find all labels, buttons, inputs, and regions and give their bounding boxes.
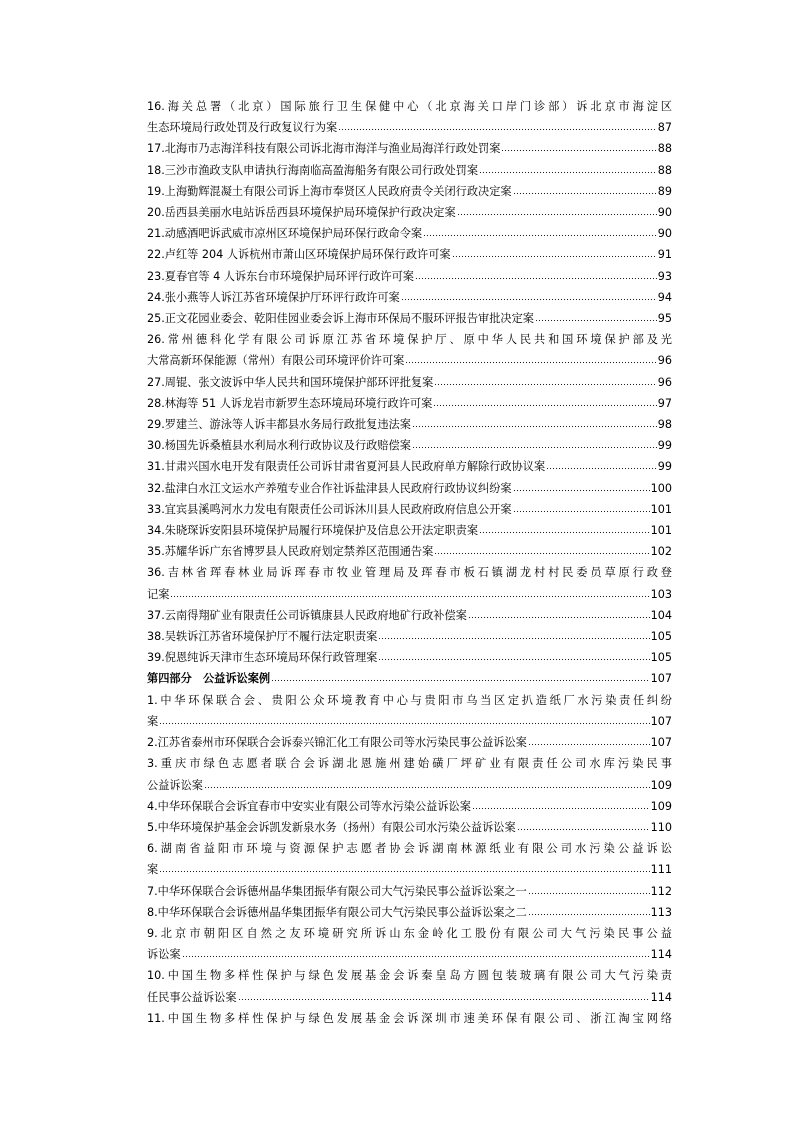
toc-entry	[147, 266, 672, 287]
toc-entry-title-line: 36.吉林省珲春林业局诉珲春市牧业管理局及珲春市板石镇湖龙村村民委员草原行政登	[147, 566, 672, 580]
toc-page-number: 93	[657, 269, 672, 283]
dot-leader	[528, 884, 650, 894]
dot-leader	[412, 418, 657, 428]
dot-leader	[378, 630, 649, 640]
toc-entry-title: 25.正文花园业委会、乾阳佳园业委会诉上海市环保局不服环评报告审批决定案	[147, 312, 534, 326]
toc-entry-title: 8.中华环保联合会诉德州晶华集团振华有限公司大气污染民事公益诉讼案之二	[147, 905, 527, 919]
toc-entry-title-line: 11.中国生物多样性保护与绿色发展基金会诉深圳市速美环保有限公司、浙江淘宝网络	[147, 1011, 672, 1025]
toc-entry-title: 17.北海市乃志海洋科技有限公司诉北海市海洋与渔业局海洋行政处罚案	[147, 142, 501, 156]
toc-entry-title: 37.云南得翔矿业有限责任公司诉镇康县人民政府地矿行政补偿案	[147, 608, 467, 622]
toc-entry-title: 32.盐津白水江文运水产养殖专业合作社诉盐津县人民政府行政协议纠纷案	[147, 481, 512, 495]
toc-entry-title: 任民事公益诉讼案	[147, 990, 237, 1004]
toc-page-number: 91	[657, 248, 672, 262]
toc-page-number: 114	[650, 948, 672, 962]
toc-entry-title: 19.上海勤辉混凝土有限公司诉上海市奉贤区人民政府责令关闭行政决定案	[147, 184, 512, 198]
toc-page-number: 99	[657, 439, 672, 453]
table-of-contents	[147, 96, 672, 1029]
toc-entry-title: 21.动感酒吧诉武威市凉州区环境保护局环保行政命令案	[147, 227, 423, 241]
toc-page-number: 109	[650, 799, 672, 813]
toc-page-number: 104	[650, 608, 672, 622]
toc-page-number: 101	[650, 524, 672, 538]
toc-entry-title-line: 6.湖南省益阳市环境与资源保护志愿者协会诉湖南林源纸业有限公司水污染公益诉讼	[147, 842, 672, 856]
toc-entry	[147, 329, 672, 371]
toc-entry-title: 35.苏耀华诉广东省博罗县人民政府划定禁养区范围通告案	[147, 545, 434, 559]
toc-page-number: 97	[657, 396, 672, 410]
toc-entry-title: 生态环境局行政处罚及行政复议行为案	[147, 121, 338, 135]
toc-entry-title: 第四部分 公益诉讼案例	[147, 672, 271, 686]
toc-entry-title: 5.中华环境保护基金会诉凯发新泉水务（扬州）有限公司水污染公益诉讼案	[147, 820, 516, 834]
dot-leader	[513, 503, 650, 513]
dot-leader	[457, 206, 657, 216]
dot-leader	[513, 185, 657, 195]
toc-entry	[147, 838, 672, 880]
toc-entry-title: 案	[147, 863, 159, 877]
dot-leader	[405, 354, 656, 364]
toc-page-number: 107	[650, 736, 672, 750]
dot-leader	[528, 736, 650, 746]
toc-entry	[147, 499, 672, 520]
dot-leader	[159, 715, 649, 725]
toc-page-number: 107	[650, 714, 672, 728]
dot-leader	[513, 482, 650, 492]
toc-page-number: 99	[657, 460, 672, 474]
toc-entry	[147, 732, 672, 753]
toc-entry	[147, 647, 672, 668]
toc-entry-title: 29.罗建兰、游泳等人诉丰都县水务局行政批复违法案	[147, 418, 411, 432]
toc-page-number: 95	[657, 312, 672, 326]
toc-entry	[147, 796, 672, 817]
dot-leader	[378, 651, 649, 661]
toc-entry-title: 7.中华环保联合会诉德州晶华集团振华有限公司大气污染民事公益诉讼案之一	[147, 884, 527, 898]
toc-entry-title-line: 3.重庆市绿色志愿者联合会诉湖北恩施州建始磺厂坪矿业有限责任公司水库污染民事	[147, 757, 672, 771]
toc-entry-title: 24.张小燕等人诉江苏省环境保护厅环评行政许可案	[147, 290, 400, 304]
toc-entry	[147, 160, 672, 181]
dot-leader	[433, 397, 656, 407]
toc-entry-title-line: 10.中国生物多样性保护与绿色发展基金会诉秦皇岛方圆包装玻璃有限公司大气污染责	[147, 969, 672, 983]
dot-leader	[528, 906, 650, 916]
toc-page-number: 111	[650, 863, 672, 877]
toc-entry-title: 大常高新环保能源（常州）有限公司环境评价许可案	[147, 354, 405, 368]
toc-entry	[147, 1008, 672, 1029]
toc-entry	[147, 244, 672, 265]
toc-entry	[147, 562, 672, 604]
toc-entry	[147, 308, 672, 329]
toc-entry-title: 23.夏春官等 4 人诉东台市环境保护局环评行政许可案	[147, 269, 414, 283]
toc-page-number: 105	[650, 651, 672, 665]
toc-page-number: 88	[657, 163, 672, 177]
toc-entry	[147, 541, 672, 562]
toc-entry-title: 诉讼案	[147, 948, 181, 962]
toc-page-number: 98	[657, 418, 672, 432]
toc-page-number: 88	[657, 142, 672, 156]
toc-page-number: 112	[650, 884, 672, 898]
toc-entry	[147, 414, 672, 435]
toc-entry	[147, 965, 672, 1007]
toc-page-number: 87	[657, 121, 672, 135]
toc-entry-title: 案	[147, 714, 159, 728]
toc-entry	[147, 817, 672, 838]
toc-entry	[147, 478, 672, 499]
toc-entry-title: 公益诉讼案	[147, 778, 203, 792]
toc-page-number: 113	[650, 905, 672, 919]
dot-leader	[479, 164, 657, 174]
toc-page-number: 109	[650, 778, 672, 792]
toc-entry-title: 39.倪恩纯诉天津市生态环境局环保行政管理案	[147, 651, 378, 665]
toc-entry	[147, 690, 672, 732]
dot-leader	[271, 672, 650, 682]
toc-entry	[147, 96, 672, 138]
toc-entry-title: 31.甘肃兴国水电开发有限责任公司诉甘肃省夏河县人民政府单方解除行政协议案	[147, 460, 546, 474]
dot-leader	[472, 800, 650, 810]
toc-entry-title: 28.林海等 51 人诉龙岩市新罗生态环境局环境行政许可案	[147, 396, 433, 410]
toc-entry	[147, 605, 672, 626]
toc-page-number: 89	[657, 184, 672, 198]
toc-entry-title: 4.中华环保联合会诉宜春市中安实业有限公司等水污染公益诉讼案	[147, 799, 471, 813]
dot-leader	[535, 312, 657, 322]
dot-leader	[434, 545, 649, 555]
toc-entry-title: 22.卢红等 204 人诉杭州市萧山区环境保护局环保行政许可案	[147, 248, 451, 262]
toc-page-number: 102	[650, 545, 672, 559]
toc-entry	[147, 287, 672, 308]
dot-leader	[412, 439, 657, 449]
toc-entry	[147, 223, 672, 244]
toc-entry	[147, 202, 672, 223]
toc-entry-title: 33.宜宾县溪鸣河水力发电有限责任公司诉沐川县人民政府政府信息公开案	[147, 502, 512, 516]
toc-entry-title: 27.周锟、张文波诉中华人民共和国环境保护部环评批复案	[147, 375, 434, 389]
toc-entry-title-line: 26.常州德科化学有限公司诉原江苏省环境保护厅、原中华人民共和国环境保护部及光	[147, 333, 672, 347]
toc-entry-title: 记案	[147, 587, 170, 601]
dot-leader	[423, 227, 657, 237]
toc-entry	[147, 393, 672, 414]
toc-entry	[147, 626, 672, 647]
toc-page-number: 96	[657, 354, 672, 368]
dot-leader	[238, 990, 650, 1000]
toc-entry-title: 2.江苏省泰州市环保联合会诉泰兴锦汇化工有限公司等水污染民事公益诉讼案	[147, 736, 527, 750]
toc-page-number: 105	[650, 630, 672, 644]
toc-entry-title: 38.吴轶诉江苏省环境保护厅不履行法定职责案	[147, 630, 378, 644]
toc-entry	[147, 753, 672, 795]
toc-page-number: 103	[650, 587, 672, 601]
dot-leader	[434, 376, 656, 386]
toc-entry	[147, 181, 672, 202]
dot-leader	[479, 524, 650, 534]
toc-page-number: 107	[650, 672, 672, 686]
toc-entry-title: 34.朱晓琛诉安阳县环境保护局履行环境保护及信息公开法定职责案	[147, 524, 479, 538]
dot-leader	[204, 778, 650, 788]
toc-entry	[147, 138, 672, 159]
dot-leader	[468, 609, 650, 619]
toc-page-number: 114	[650, 990, 672, 1004]
dot-leader	[159, 863, 649, 873]
toc-entry	[147, 520, 672, 541]
toc-entry	[147, 902, 672, 923]
toc-page-number: 96	[657, 375, 672, 389]
toc-entry	[147, 923, 672, 965]
toc-entry-title: 20.岳西县美丽水电站诉岳西县环境保护局环境保护行政决定案	[147, 206, 456, 220]
dot-leader	[401, 291, 657, 301]
dot-leader	[546, 460, 657, 470]
toc-entry	[147, 456, 672, 477]
dot-leader	[452, 248, 657, 258]
toc-entry	[147, 435, 672, 456]
toc-entry-title-line: 9.北京市朝阳区自然之友环境研究所诉山东金岭化工股份有限公司大气污染民事公益	[147, 926, 672, 940]
toc-section-heading	[147, 668, 672, 689]
toc-entry-title: 30.杨国先诉桑植县水利局水利行政协议及行政赔偿案	[147, 439, 411, 453]
toc-entry-title-line: 16.海关总署（北京）国际旅行卫生保健中心（北京海关口岸门诊部）诉北京市海淀区	[147, 100, 672, 113]
toc-entry	[147, 881, 672, 902]
dot-leader	[182, 948, 650, 958]
dot-leader	[415, 270, 657, 280]
toc-page-number: 94	[657, 290, 672, 304]
toc-page-number: 101	[650, 502, 672, 516]
dot-leader	[517, 821, 650, 831]
dot-leader	[338, 121, 657, 131]
dot-leader	[501, 142, 656, 152]
toc-page-number: 90	[657, 206, 672, 220]
toc-entry	[147, 372, 672, 393]
toc-entry-title-line: 1.中华环保联合会、贵阳公众环境教育中心与贵阳市乌当区定扒造纸厂水污染责任纠纷	[147, 693, 672, 707]
toc-entry-title: 18.三沙市渔政支队申请执行海南临高盈海船务有限公司行政处罚案	[147, 163, 479, 177]
toc-page-number: 90	[657, 227, 672, 241]
dot-leader	[170, 588, 649, 598]
toc-page-number: 110	[650, 820, 672, 834]
toc-page-number: 100	[650, 481, 672, 495]
